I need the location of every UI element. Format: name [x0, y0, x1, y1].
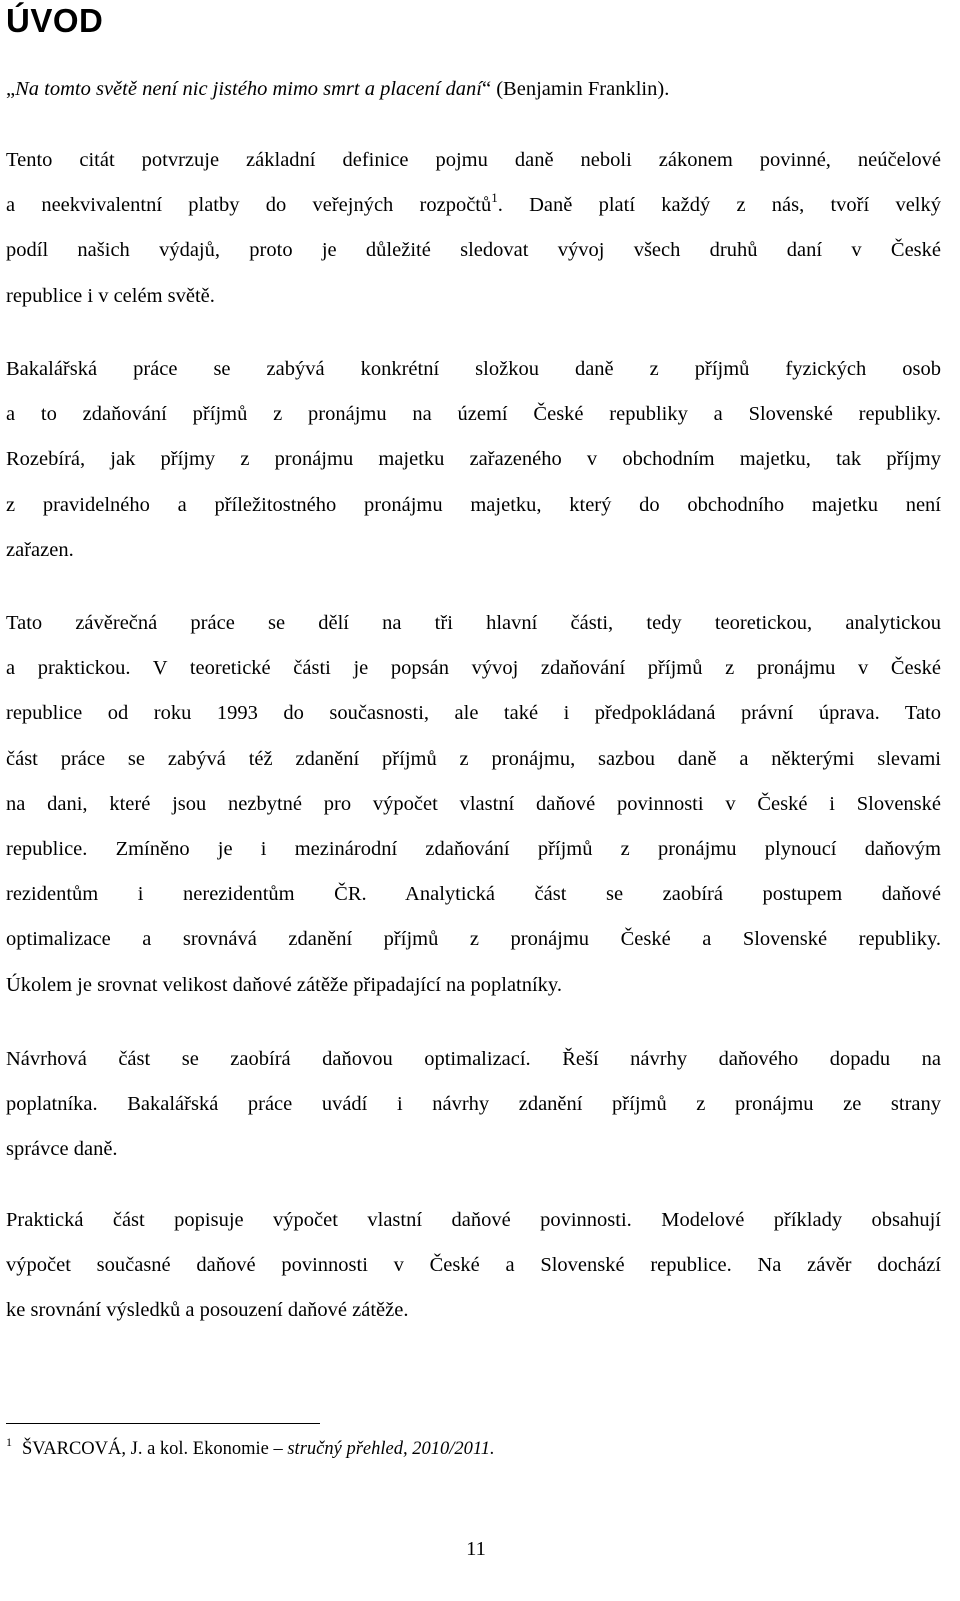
footnote-separator: [6, 1423, 320, 1424]
paragraph-line: republice i v celém světě.: [6, 284, 215, 307]
paragraph-line: Tento citát potvrzuje základní definice pojmu daně neboli zákonem povinné, neúčelové: [6, 149, 941, 171]
paragraph-line: a praktickou. V teoretické části je popsán vývoj zdaňování příjmů z pronájmu v České: [6, 657, 941, 680]
footnote-reference[interactable]: 1: [491, 190, 498, 206]
footnote-text: ŠVARCOVÁ, J. a kol. Ekonomie –: [22, 1439, 288, 1459]
paragraph-line: republice. Zmíněno je i mezinárodní zdaňování příjmů z pronájmu plynoucí daňovým: [6, 837, 941, 860]
paragraph-line: republice od roku 1993 do současnosti, ale také i předpokládaná právní úprava. Tato: [6, 702, 941, 725]
page-number: 11: [466, 1538, 486, 1560]
paragraph-line-with-footnote: [6, 183, 941, 228]
paragraph-line: Praktická část popisuje výpočet vlastní daňové povinnosti. Modelové příklady obsahují: [6, 1209, 941, 1231]
paragraph-line: výpočet současné daňové povinnosti v České a Slovenské republice. Na závěr dochází: [6, 1254, 941, 1277]
paragraph-line: optimalizace a srovnává zdanění příjmů z pronájmu České a Slovenské republiky.: [6, 928, 941, 951]
footnote-number: 1: [6, 1435, 12, 1449]
paragraph-intro: [6, 138, 941, 319]
paragraph-structure: [6, 601, 941, 1008]
paragraph-line: poplatníka. Bakalářská práce uvádí i návrhy zdanění příjmů z pronájmu ze strany: [6, 1093, 941, 1116]
paragraph-line: podíl našich výdajů, proto je důležité sledovat vývoj všech druhů daní v České: [6, 239, 941, 262]
paragraph-line: ke srovnání výsledků a posouzení daňové zátěže.: [6, 1299, 409, 1322]
paragraph-line: Rozebírá, jak příjmy z pronájmu majetku zařazeného v obchodním majetku, tak příjmy: [6, 448, 941, 471]
footnote: [6, 1432, 495, 1466]
paragraph-line: z pravidelného a příležitostného pronájmu majetku, který do obchodního majetku není: [6, 493, 941, 516]
opening-quote: [6, 72, 669, 106]
paragraph-line: část práce se zabývá též zdanění příjmů z pronájmu, sazbou daně a některými slevami: [6, 747, 941, 770]
line-text: a neekvivalentní platby do veřejných rozpočtů: [6, 194, 492, 217]
paragraph-line: na dani, které jsou nezbytné pro výpočet vlastní daňové povinnosti v České i Slovenské: [6, 792, 941, 815]
paragraph-line: zařazen.: [6, 538, 74, 561]
paragraph-practical: [6, 1198, 941, 1334]
footnote-text-italic: stručný přehled, 2010/2011.: [287, 1439, 495, 1459]
paragraph-line: a to zdaňování příjmů z pronájmu na území České republiky a Slovenské republiky.: [6, 403, 941, 426]
line-text: . Daně platí každý z nás, tvoří velký: [497, 194, 941, 217]
paragraph-line: Návrhová část se zaobírá daňovou optimalizací. Řeší návrhy daňového dopadu na: [6, 1048, 941, 1070]
quote-text: Na tomto světě není nic jistého mimo smrt a placení daní: [15, 78, 482, 100]
chapter-heading: ÚVOD: [6, 2, 104, 39]
paragraph-line: správce daně.: [6, 1138, 118, 1161]
paragraph-line: Bakalářská práce se zabývá konkrétní složkou daně z příjmů fyzických osob: [6, 358, 941, 380]
quote-attribution: (Benjamin Franklin).: [491, 78, 670, 100]
paragraph-line: Tato závěrečná práce se dělí na tři hlavní části, tedy teoretickou, analytickou: [6, 612, 941, 634]
quote-open-mark: „: [6, 78, 16, 100]
paragraph-scope: [6, 347, 941, 573]
quote-close-mark: “: [482, 78, 492, 100]
paragraph-line: rezidentům i nerezidentům ČR. Analytická část se zaobírá postupem daňové: [6, 883, 941, 906]
paragraph-proposal: [6, 1037, 941, 1173]
paragraph-line: Úkolem je srovnat velikost daňové zátěže připadající na poplatníky.: [6, 973, 562, 996]
